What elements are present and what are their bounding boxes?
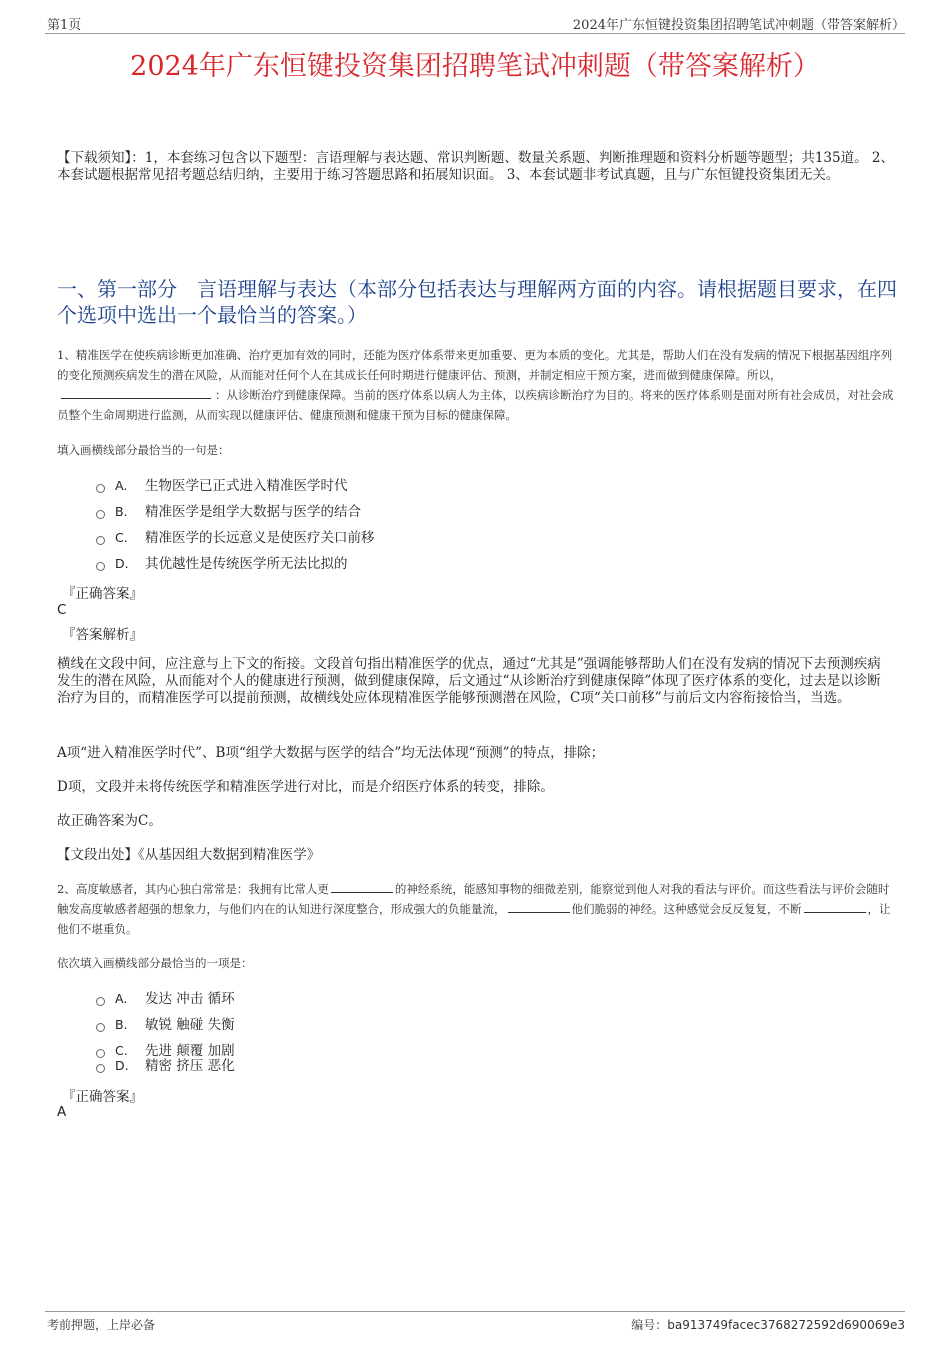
question-1-part1: 1、精准医学在使疾病诊断更加准确、治疗更加有效的同时，还能为医疗体系带来更加重要、更为本质的变化。尤其是，帮助人们在没有发病的情况下根据基因组序列的变化预测疾病发生的潜在风险，从而能对任何个人在其成长任何时期进行健康评估、预测，并制定相应干预方案，进而做到健康保障。所以， xyxy=(57,348,893,382)
question-2-answer: A xyxy=(57,1104,67,1120)
question-1-answer-label: 『正确答案』 xyxy=(62,586,143,602)
radio-icon[interactable] xyxy=(96,484,105,493)
question-2-answer-label: 『正确答案』 xyxy=(62,1089,143,1105)
question-1-part2: ：从诊断治疗到健康保障。当前的医疗体系以病人为主体，以疾病诊断治疗为目的。将来的医疗体系则是面对所有社会成员，对社会成员整个生命周期进行监测，从而实现以健康评估、健康预测和健康干预为目标的健康保障。 xyxy=(57,388,894,422)
radio-icon[interactable] xyxy=(96,510,105,519)
radio-icon[interactable] xyxy=(96,562,105,571)
download-notice: 【下载须知】：1，本套练习包含以下题型：言语理解与表达题、常识判断题、数量关系题、判断推理题和资料分析题等题型；共135道。 2、本套试题根据常见招考题总结归纳，主要用于练习答题思路和拓展知识面。 3、本套试题非考试真题，且与广东恒键投资集团无关。 xyxy=(57,150,894,183)
page-title: 2024年广东恒键投资集团招聘笔试冲刺题（带答案解析） xyxy=(130,51,820,82)
header-divider xyxy=(45,33,905,34)
question-2-option-c[interactable]: C. 先进 颠覆 加剧 xyxy=(96,1042,235,1060)
header-doc-title: 2024年广东恒键投资集团招聘笔试冲刺题（带答案解析） xyxy=(572,18,905,33)
question-1-prompt: 填入画横线部分最恰当的一句是： xyxy=(57,443,230,457)
question-1-answer: C xyxy=(57,602,67,618)
page-number: 第1页 xyxy=(47,18,82,33)
question-1-option-c[interactable]: C. 精准医学的长远意义是使医疗关口前移 xyxy=(96,529,375,547)
question-1-analysis-p1: 横线在文段中间，应注意与上下文的衔接。文段首句指出精准医学的优点，通过“尤其是”强调能够帮助人们在没有发病的情况下去预测疾病发生的潜在风险，从而能对个人的健康进行预测，做到健康保障，后文通过“从诊断治疗到健康保障”体现了医疗体系的变化，过去是以诊断治疗为目的，而精准医学可以提前预测，故横线处应体现精准医学能够预测潜在风险，C项“关口前移”与前后文内容衔接恰当，当选。 xyxy=(57,656,881,706)
footer-divider xyxy=(45,1311,905,1312)
question-1-option-d[interactable]: D. 其优越性是传统医学所无法比拟的 xyxy=(96,555,348,573)
footer-slogan: 考前押题，上岸必备 xyxy=(47,1318,156,1332)
question-1-blank xyxy=(61,386,211,399)
question-1-analysis-p4: 故正确答案为C。 xyxy=(57,813,162,829)
question-2-blank-3 xyxy=(804,900,866,913)
question-2-prompt: 依次填入画横线部分最恰当的一项是： xyxy=(57,956,253,970)
question-1-analysis-p2: A项“进入精准医学时代”、B项“组学大数据与医学的结合”均无法体现“预测”的特点，排除； xyxy=(57,745,605,761)
question-2-option-b[interactable]: B. 敏锐 触碰 失衡 xyxy=(96,1016,235,1034)
question-2-text: 2、高度敏感者，其内心独白常常是：我拥有比常人更 的神经系统，能感知事物的细微差别，能察觉到他人对我的看法与评价。而这些看法与评价会随时触发高度敏感者超强的想象力，与他们内在的认知进行深度整合，形成强大的负能量流， 他们脆弱的神经。这种感觉会反反复复，不断 ，让他们不堪重负。 xyxy=(57,882,891,936)
radio-icon[interactable] xyxy=(96,997,105,1006)
radio-icon[interactable] xyxy=(96,1064,105,1073)
section-heading: 一、第一部分 言语理解与表达（本部分包括表达与理解两方面的内容。请根据题目要求，在四个选项中选出一个最恰当的答案。） xyxy=(57,277,897,327)
question-1-option-a[interactable]: A. 生物医学已正式进入精准医学时代 xyxy=(96,477,348,495)
question-2-option-a[interactable]: A. 发达 冲击 循环 xyxy=(96,990,235,1008)
question-1-option-b[interactable]: B. 精准医学是组学大数据与医学的结合 xyxy=(96,503,361,521)
radio-icon[interactable] xyxy=(96,1023,105,1032)
question-1-analysis-label: 『答案解析』 xyxy=(62,627,143,643)
question-1-analysis-p3: D项，文段并未将传统医学和精准医学进行对比，而是介绍医疗体系的转变，排除。 xyxy=(57,779,554,795)
radio-icon[interactable] xyxy=(96,536,105,545)
question-1-source: 【文段出处】《从基因组大数据到精准医学》 xyxy=(57,847,321,863)
footer-code: 编号：ba913749facec3768272592d690069e3 xyxy=(631,1318,905,1332)
question-2-blank-1 xyxy=(331,880,393,893)
question-1-text xyxy=(57,345,899,425)
question-2-option-d[interactable]: D. 精密 挤压 恶化 xyxy=(96,1057,235,1075)
question-2-blank-2 xyxy=(508,900,570,913)
